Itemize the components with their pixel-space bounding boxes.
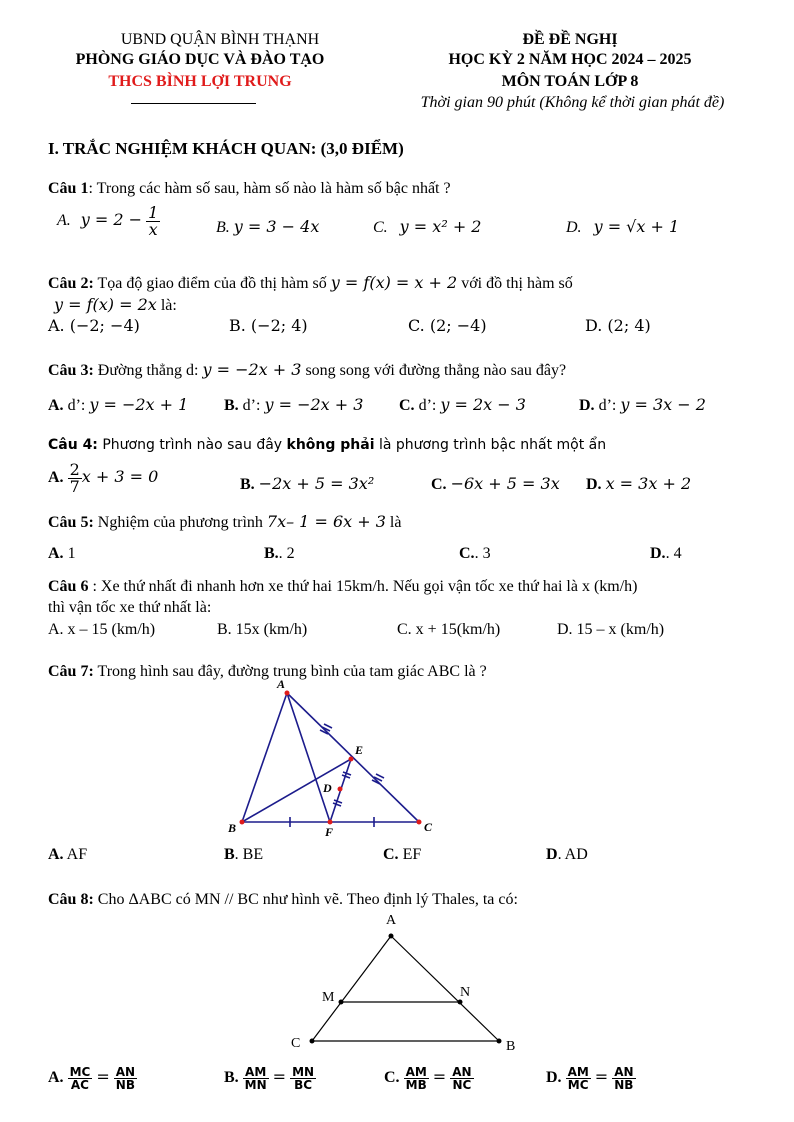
q7-option-c[interactable] — [383, 846, 421, 864]
question-6 — [48, 578, 760, 596]
option-formula: −6x + 5 = 3x — [450, 474, 560, 493]
q6-option-c[interactable]: C. x + 15(km/h) — [397, 621, 501, 638]
question-text: Tọa độ giao điểm của đồ thị hàm số — [93, 275, 331, 292]
option-label: C. — [399, 397, 415, 414]
numerator: MC — [69, 1065, 91, 1079]
option-text: . AD — [557, 846, 588, 863]
fraction — [566, 1066, 591, 1091]
option-label: A. — [57, 212, 71, 230]
question-label: Câu 2: — [48, 275, 94, 292]
q5-option-c[interactable] — [459, 545, 491, 563]
question-3 — [48, 360, 566, 380]
numerator: AN — [614, 1065, 634, 1079]
fraction — [290, 1066, 316, 1091]
option-text: 1 — [63, 545, 76, 562]
option-text: . 4 — [665, 545, 682, 562]
q8-option-b[interactable]: B. $\frac{AM}{MN}$ = $\frac{MN}{BC}$ — [224, 1065, 315, 1092]
denominator: NB — [614, 1078, 634, 1092]
option-formula: x = 3x + 2 — [605, 474, 692, 493]
option-label: C. — [384, 1069, 400, 1087]
fraction — [404, 1066, 429, 1091]
question-label: Câu 5: — [48, 514, 94, 531]
point-m — [339, 1000, 344, 1005]
option-formula: y = √x + 1 — [593, 217, 680, 236]
option-label: B. — [264, 545, 279, 562]
fraction — [68, 462, 82, 495]
label-c: C — [424, 820, 433, 834]
fraction — [612, 1066, 635, 1091]
label-a: A — [277, 677, 286, 691]
triple-tick-ec — [372, 774, 384, 784]
numerator: 2 — [69, 460, 80, 479]
question-text: Trong hình sau đây, đường trung bình của tam giác ABC là ? — [93, 663, 487, 680]
q3-option-b[interactable] — [224, 395, 363, 415]
option-formula: x + 3 = 0 — [81, 467, 159, 487]
question-text: là: — [156, 297, 177, 314]
numerator: 1 — [148, 203, 159, 222]
triangle-abc-figure — [220, 676, 440, 842]
point-a — [285, 691, 290, 696]
question-text: : Trong các hàm số sau, hàm số nào là hàm số bậc nhất ? — [88, 180, 451, 197]
option-text: . BE — [234, 846, 264, 863]
denominator: x — [148, 220, 158, 239]
denominator: MN — [244, 1078, 267, 1092]
option-label: B — [224, 846, 235, 863]
question-text: là — [385, 514, 402, 531]
option-text: AF — [63, 846, 88, 863]
question-6-line2: thì vận tốc xe thứ nhất là: — [48, 599, 212, 616]
header-subject: MÔN TOÁN LỚP 8 — [501, 73, 639, 90]
option-label: D — [546, 846, 558, 863]
point-a — [389, 934, 394, 939]
header-duration: Thời gian 90 phút (Không kể thời gian phát đề) — [420, 94, 725, 111]
point-e — [349, 757, 354, 762]
formula: y = f(x) = 2x — [54, 295, 157, 314]
section-title: I. TRẮC NGHIỆM KHÁCH QUAN: (3,0 ĐIỂM) — [48, 139, 404, 158]
formula: y = −2x + 3 — [202, 360, 302, 379]
point-b — [240, 820, 245, 825]
q5-option-a[interactable] — [48, 545, 76, 563]
triangle-thales-figure — [280, 907, 530, 1057]
header-district: UBND QUẬN BÌNH THẠNH — [120, 31, 320, 48]
question-emphasis: không phải — [286, 437, 375, 453]
option-label: A. — [48, 846, 64, 863]
side-ab — [242, 693, 287, 822]
option-label: C. — [373, 219, 388, 236]
point-c — [310, 1039, 315, 1044]
point-f — [328, 820, 333, 825]
q1-option-c[interactable] — [373, 217, 481, 237]
question-label: Câu 8: — [48, 891, 94, 908]
q7-option-d[interactable] — [546, 846, 588, 864]
label-b: B — [228, 821, 237, 835]
option-label: D. — [579, 397, 595, 414]
label-a: A — [386, 913, 397, 928]
formula: y = f(x) = x + 2 — [330, 273, 458, 292]
q2-option-b[interactable]: B. (−2; 4) — [229, 316, 308, 335]
denominator: 7 — [69, 477, 80, 496]
label-n: N — [460, 985, 471, 1000]
header-department: PHÒNG GIÁO DỤC VÀ ĐÀO TẠO — [75, 51, 325, 68]
denominator: MB — [405, 1078, 427, 1092]
numerator: AN — [452, 1065, 472, 1079]
fraction — [450, 1066, 473, 1091]
question-4 — [48, 437, 606, 453]
option-label: B. — [240, 476, 255, 493]
option-label: C. — [459, 545, 475, 562]
denominator: BC — [294, 1078, 313, 1092]
q3-option-a[interactable] — [48, 395, 188, 415]
formula: 7x– 1 = 6x + 3 — [266, 512, 386, 531]
q2-option-d[interactable]: D. (2; 4) — [585, 316, 651, 335]
q4-option-a[interactable] — [48, 462, 158, 495]
denominator: MC — [567, 1078, 589, 1092]
option-label: B. — [224, 397, 239, 414]
option-formula: y = −2x + 3 — [264, 395, 364, 414]
option-label: B. — [224, 1069, 239, 1087]
question-text: là phương trình bậc nhất một ẩn — [374, 437, 607, 453]
header-exam-type: ĐỀ ĐỀ NGHỊ — [522, 31, 618, 48]
question-label: Câu 7: — [48, 663, 94, 680]
q3-option-d[interactable] — [579, 395, 706, 415]
label-b: B — [506, 1039, 516, 1054]
q2-option-c[interactable]: C. (2; −4) — [408, 316, 487, 335]
question-text: Phương trình nào sau đây — [97, 437, 287, 453]
segment-be — [242, 759, 351, 822]
question-text: Cho ΔABC có MN // BC như hình vẽ. Theo định lý Thales, ta có: — [93, 891, 518, 908]
q8-option-d[interactable]: D. $\frac{AM}{MC}$ = $\frac{AN}{NB}$ — [546, 1065, 634, 1092]
option-formula: y = −2x + 1 — [89, 395, 189, 414]
question-label: Câu 6 — [48, 578, 89, 595]
option-text: . 2 — [278, 545, 295, 562]
question-text: với đồ thị hàm số — [457, 275, 573, 292]
fraction — [146, 205, 160, 238]
fraction — [68, 1066, 93, 1091]
denominator: NB — [115, 1078, 135, 1092]
q7-option-a[interactable] — [48, 846, 87, 864]
denominator: AC — [70, 1078, 89, 1092]
option-label: A. — [48, 1069, 64, 1087]
q1-option-d[interactable] — [566, 217, 679, 237]
q2-option-a[interactable]: A. (−2; −4) — [48, 316, 140, 335]
double-tick-df — [333, 800, 342, 806]
fraction — [243, 1066, 269, 1091]
question-1 — [48, 180, 451, 198]
option-formula: y = 2x − 3 — [440, 395, 526, 414]
q6-option-d[interactable]: D. 15 – x (km/h) — [557, 621, 665, 638]
option-label: D. — [546, 1069, 562, 1087]
header-term: HỌC KỲ 2 NĂM HỌC 2024 – 2025 — [448, 51, 692, 68]
option-text: d’: — [63, 397, 90, 414]
option-formula: −2x + 5 = 3x² — [258, 474, 375, 493]
q1-option-a[interactable] — [57, 205, 160, 238]
side-ab — [391, 936, 499, 1041]
point-b — [497, 1039, 502, 1044]
fraction — [114, 1066, 137, 1091]
question-text: Đường thẳng d: — [93, 362, 203, 379]
option-label: C. — [383, 846, 399, 863]
option-label: C. — [431, 476, 447, 493]
numerator: AN — [115, 1065, 136, 1079]
point-d — [338, 787, 343, 792]
q4-option-d[interactable] — [586, 474, 691, 494]
header-divider — [131, 103, 256, 104]
question-2 — [48, 273, 573, 293]
point-n — [458, 1000, 463, 1005]
numerator: AM — [567, 1065, 589, 1079]
label-d: D — [323, 781, 332, 795]
numerator: AM — [243, 1066, 269, 1079]
segment-af — [287, 693, 330, 822]
label-m: M — [322, 990, 335, 1005]
option-label: A. — [48, 469, 64, 487]
q8-option-c[interactable]: C. $\frac{AM}{MB}$ = $\frac{AN}{NC}$ — [384, 1065, 472, 1092]
question-5 — [48, 512, 401, 532]
question-label: Câu 1 — [48, 180, 89, 197]
side-ac — [312, 936, 391, 1041]
question-text: Nghiệm của phương trình — [93, 514, 267, 531]
option-label: A. — [48, 397, 64, 414]
option-label: D. — [650, 545, 666, 562]
option-label: A. — [48, 545, 64, 562]
q3-option-c[interactable] — [399, 395, 526, 415]
option-label: B. — [216, 219, 230, 236]
header-school: THCS BÌNH LỢI TRUNG — [108, 73, 292, 90]
q4-option-c[interactable] — [431, 474, 560, 494]
option-label: D. — [586, 476, 602, 493]
denominator: NC — [452, 1078, 472, 1092]
numerator: MN — [292, 1065, 315, 1079]
q5-option-d[interactable] — [650, 545, 682, 563]
option-formula: y = 3x − 2 — [620, 395, 706, 414]
q6-option-b[interactable]: B. 15x (km/h) — [217, 621, 308, 638]
label-e: E — [355, 743, 364, 757]
question-label: Câu 3: — [48, 362, 94, 379]
option-formula: y = 2 − — [80, 210, 143, 230]
point-c — [417, 820, 422, 825]
question-label: Câu 4: — [48, 437, 98, 453]
question-2-line2 — [54, 295, 177, 315]
option-formula: y = 3 − 4x — [233, 217, 320, 236]
q6-option-a[interactable]: A. x – 15 (km/h) — [48, 621, 156, 638]
q4-option-b[interactable] — [240, 474, 374, 494]
option-label: D. — [566, 219, 582, 236]
option-text: . 3 — [474, 545, 491, 562]
numerator: AM — [405, 1065, 427, 1079]
label-f: F — [325, 825, 334, 839]
q1-option-b[interactable] — [216, 217, 319, 237]
option-text: EF — [398, 846, 422, 863]
question-text: song song với đường thẳng nào sau đây? — [301, 362, 567, 379]
q8-option-a[interactable]: A. $\frac{MC}{AC}$ = $\frac{AN}{NB}$ — [48, 1065, 136, 1092]
triple-tick-ae — [320, 724, 332, 734]
option-text: d’: — [238, 397, 265, 414]
q5-option-b[interactable] — [264, 545, 295, 563]
option-formula: y = x² + 2 — [399, 217, 482, 236]
option-text: d’: — [414, 397, 441, 414]
label-c: C — [291, 1036, 301, 1051]
q7-option-b[interactable] — [224, 846, 263, 864]
option-text: d’: — [594, 397, 621, 414]
question-text: : Xe thứ nhất đi nhanh hơn xe thứ hai 15km/h. Nếu gọi vận tốc xe thứ hai là x (km/h) — [88, 578, 638, 595]
